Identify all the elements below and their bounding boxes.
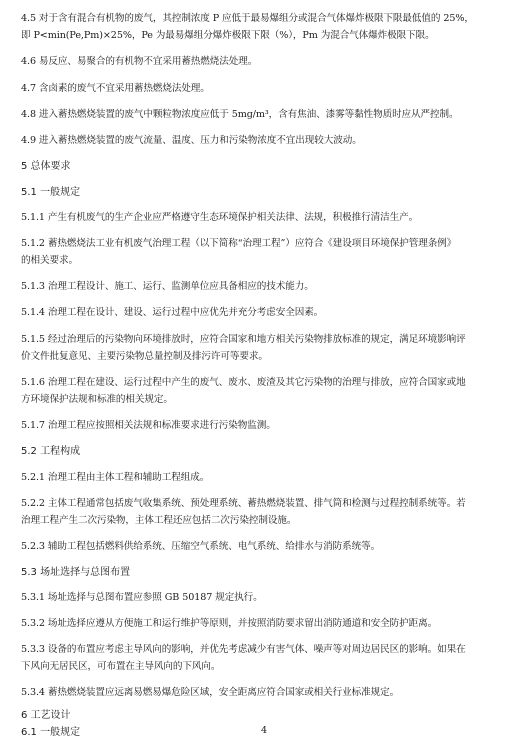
clause-5-1-2-line-1: 5.1.2 蓄热燃烧法工业有机废气治理工程（以下简称“治理工程”）应符合《建设项目环境保护管理条例》 (21, 238, 457, 249)
clause-4-5-line-1: 4.5 对于含有混合有机物的废气，其控制浓度 P 应低于最易爆组分或混合气体爆炸极限下限最低值的 25%， (21, 13, 474, 24)
clause-5-1-6-line-2: 方环境保护法规和标准的相关规定。 (21, 394, 173, 405)
clause-5-3-1: 5.3.1 场址选择与总图布置应参照 GB 50187 规定执行。 (21, 592, 263, 603)
section-5-3-heading: 5.3 场址选择与总图布置 (21, 567, 131, 578)
clause-5-1-6-line-1: 5.1.6 治理工程在建设、运行过程中产生的废气、废水、废渣及其它污染物的治理与排放，应符合国家或地 (21, 377, 466, 388)
clause-5-3-4: 5.3.4 蓄热燃烧装置应远离易燃易爆危险区域，安全距离应符合国家或相关行业标准规定。 (21, 687, 400, 698)
clause-5-2-3: 5.2.3 辅助工程包括燃料供给系统、压缩空气系统、电气系统、给排水与消防系统等。 (21, 541, 381, 552)
clause-5-1-2-line-2: 的相关要求。 (21, 255, 78, 266)
clause-5-1-7: 5.1.7 治理工程应按照相关法规和标准要求进行污染物监测。 (21, 420, 276, 431)
clause-5-3-3-line-1: 5.3.3 设备的布置应考虑主导风向的影响，并优先考虑减少有害气体、噪声等对周边居民区的影响。如果在 (21, 644, 466, 655)
clause-4-6: 4.6 易反应、易聚合的有机物不宜采用蓄热燃烧法处理。 (21, 56, 258, 67)
section-6-1-heading: 6.1 一般规定 (21, 727, 81, 738)
clause-5-2-2-line-2: 治理工程产生二次污染物，主体工程还应包括二次污染控制设施。 (21, 515, 297, 526)
clause-4-8: 4.8 进入蓄热燃烧装置的废气中颗粒物浓度应低于 5mg/m³，含有焦油、漆雾等黏性物质时应从严控制。 (21, 109, 459, 120)
clause-5-3-2: 5.3.2 场址选择应遵从方便施工和运行维护等原则，并按照消防要求留出消防通道和安全防护距离。 (21, 618, 438, 629)
clause-4-5-line-2: 即 P<min(Pe,Pm)×25%，Pe 为最易爆组分爆炸极限下限（%），Pm 为混合气体爆炸极限下限。 (21, 30, 435, 41)
clause-5-1-5-line-1: 5.1.5 经过治理后的污染物向环境排放时，应符合国家和地方相关污染物排放标准的规定，满足环境影响评 (21, 334, 466, 345)
page-number: 4 (260, 725, 268, 736)
clause-5-1-5-line-2: 价文件批复意见、主要污染物总量控制及排污许可等要求。 (21, 351, 268, 362)
clause-5-1-4: 5.1.4 治理工程在设计、建设、运行过程中应优先并充分考虑安全因素。 (21, 307, 324, 318)
clause-4-9: 4.9 进入蓄热燃烧装置的废气流量、温度、压力和污染物浓度不宜出现较大波动。 (21, 135, 362, 146)
clause-5-1-3: 5.1.3 治理工程设计、施工、运行、监测单位应具备相应的技术能力。 (21, 281, 314, 292)
section-5-heading: 5 总体要求 (21, 161, 71, 172)
clause-4-7: 4.7 含卤素的废气不宜采用蓄热燃烧法处理。 (21, 83, 210, 94)
clause-5-1-1: 5.1.1 产生有机废气的生产企业应严格遵守生态环境保护相关法律、法规，积极推行清洁生产。 (21, 212, 419, 223)
clause-5-3-3-line-2: 下风向无居民区，可布置在主导风向的下风向。 (21, 661, 221, 672)
section-5-1-heading: 5.1 一般规定 (21, 187, 81, 198)
section-6-heading: 6 工艺设计 (21, 710, 71, 721)
clause-5-2-1: 5.2.1 治理工程由主体工程和辅助工程组成。 (21, 472, 210, 483)
section-5-2-heading: 5.2 工程构成 (21, 446, 81, 457)
clause-5-2-2-line-1: 5.2.2 主体工程通常包括废气收集系统、预处理系统、蓄热燃烧装置、排气筒和检测与过程控制系统等。若 (21, 498, 466, 509)
